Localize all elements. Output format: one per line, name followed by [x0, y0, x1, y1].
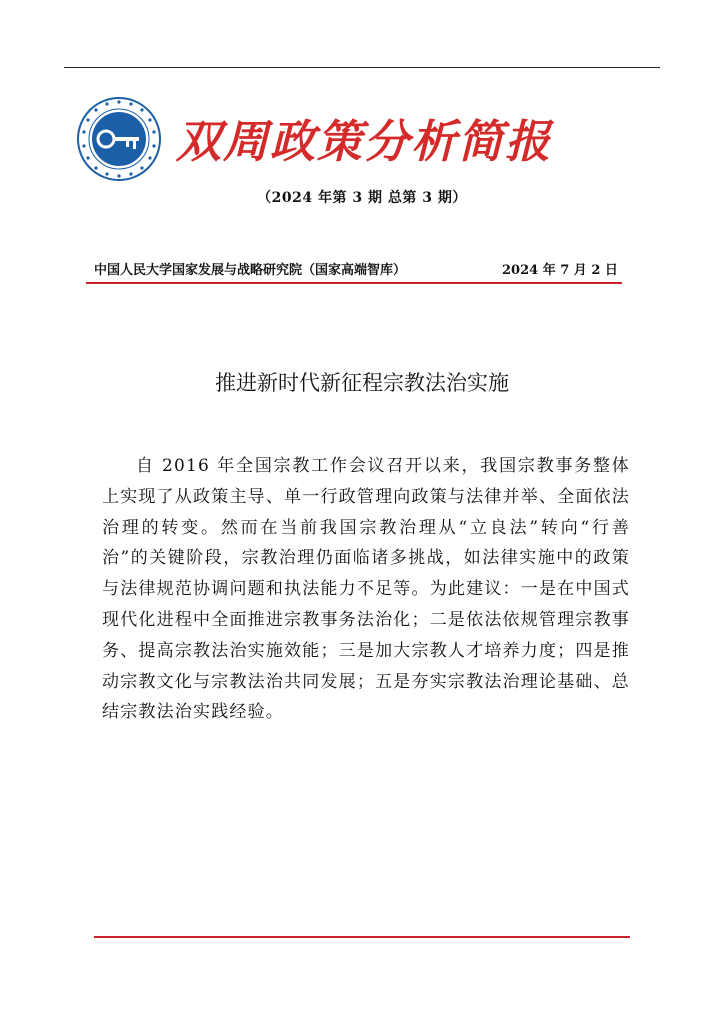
- publication-date: 2024 年 7 月 2 日: [502, 263, 618, 278]
- header-red-divider: [86, 282, 622, 284]
- masthead-title: 双周政策分析简报: [176, 115, 553, 168]
- article-title: 推进新时代新征程宗教法治实施: [215, 371, 509, 395]
- footer-red-divider: [94, 936, 630, 938]
- top-divider: [64, 67, 660, 68]
- institute-name: 中国人民大学国家发展与战略研究院（国家高端智库）: [94, 263, 407, 278]
- think-tank-logo: [76, 96, 162, 182]
- article-body: 自 2016 年全国宗教工作会议召开以来，我国宗教事务整体上实现了从政策主导、单一行政管理向政策与法律并举、全面依法治理的转变。然而在当前我国宗教治理从“立良法”转向“行善治”的关键阶段，宗教治理仍面临诸多挑战，如法律实施中的政策与法律规范协调问题和执法能力不足等。为此建议：一是在中国式现代化进程中全面推进宗教事务法治化；二是依法依规管理宗教事务、提高宗教法治实施效能；三是加大宗教人才培养力度；四是推动宗教文化与宗教法治共同发展；五是夯实宗教法治理论基础、总结宗教法治实践经验。: [102, 456, 630, 723]
- issue-number: （2024 年第 3 期 总第 3 期）: [257, 190, 467, 206]
